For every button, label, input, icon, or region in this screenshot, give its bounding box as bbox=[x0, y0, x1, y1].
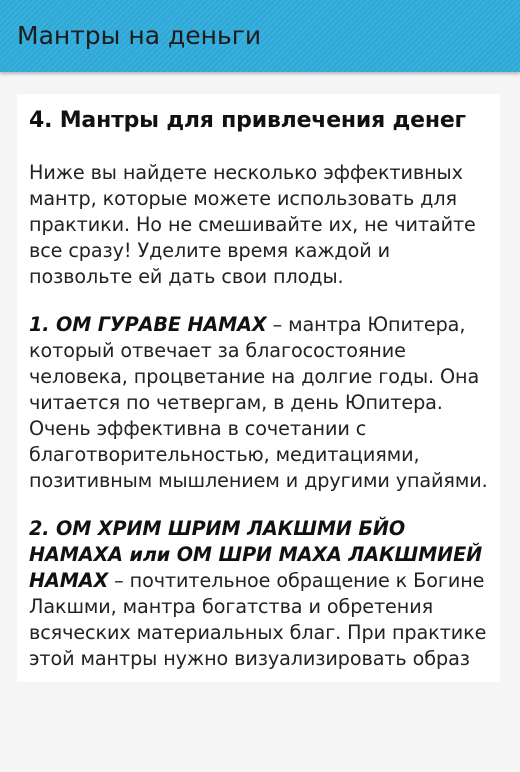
mantra-paragraph-1 bbox=[29, 312, 491, 494]
mantra-description-2: – почтительное обращение к Богине Лакшми, мантра богатства и обретения всяческих материальных благ. При практике этой мантры нужно визуализировать образ bbox=[29, 569, 487, 670]
article-heading: 4. Мантры для привлечения денег bbox=[29, 108, 466, 133]
article-card[interactable] bbox=[17, 94, 500, 682]
app-title: Мантры на деньги bbox=[17, 21, 262, 50]
mantra-paragraph-2 bbox=[29, 516, 491, 672]
app-bar bbox=[0, 0, 520, 72]
article-content bbox=[29, 106, 491, 672]
article-intro: Ниже вы найдете несколько эффективных мантр, которые можете использовать для практики. Но не смешивайте их, не читайте все сразу! Уделите время каждой и позвольте ей дать свои плоды. bbox=[29, 161, 476, 288]
mantra-description-1: – мантра Юпитера, который отвечает за благосостояние человека, процветание на долгие годы. Она читается по четвергам, в день Юпитера. Очень эффективна в сочетании с благотворительностью, медитациями, позитивным мышлением и другими упайями. bbox=[29, 313, 488, 492]
mantra-name-2: 2. ОМ ХРИМ ШРИМ ЛАКШМИ БЙО НАМАХА или ОМ ШРИ МАХА ЛАКШМИЕЙ НАМАХ bbox=[29, 517, 483, 592]
mantra-name-1: 1. ОМ ГУРАВЕ НАМАХ bbox=[29, 313, 267, 336]
